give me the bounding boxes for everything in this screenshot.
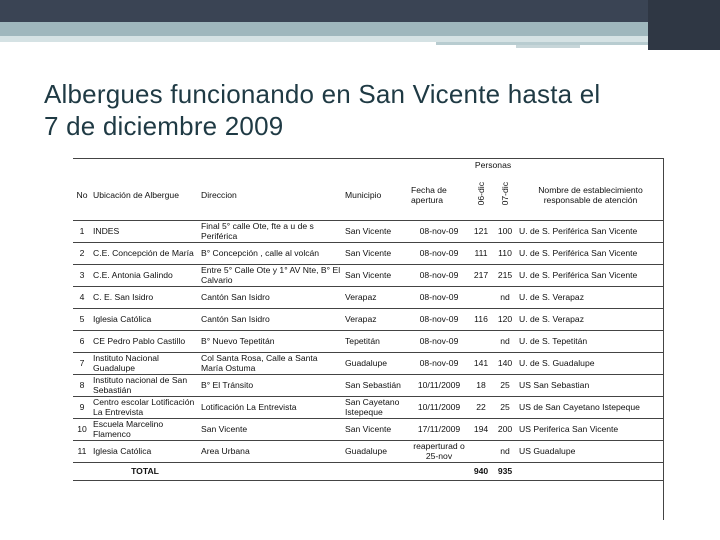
cell-07-dic: 200 bbox=[493, 418, 517, 440]
cell-ubicacion: Iglesia Católica bbox=[91, 440, 199, 462]
cell-06-dic bbox=[469, 440, 493, 462]
cell-fecha: 10/11/2009 bbox=[409, 396, 469, 418]
cell-fecha: 10/11/2009 bbox=[409, 374, 469, 396]
cell-direccion: Entre 5° Calle Ote y 1° AV Nte, B° El Calvario bbox=[199, 264, 343, 286]
cell-ubicacion: C.E. Antonia Galindo bbox=[91, 264, 199, 286]
table-row bbox=[73, 418, 664, 440]
cell-fecha: 08-nov-09 bbox=[409, 286, 469, 308]
cell-direccion: San Vicente bbox=[199, 418, 343, 440]
cell-municipio: Verapaz bbox=[343, 286, 409, 308]
cell-06-dic: 18 bbox=[469, 374, 493, 396]
cell-06-dic: 111 bbox=[469, 242, 493, 264]
cell-municipio: Verapaz bbox=[343, 308, 409, 330]
shelters-table bbox=[73, 160, 664, 481]
cell-ubicacion: Centro escolar Lotificación La Entrevista bbox=[91, 396, 199, 418]
col-ubicacion: Ubicación de Albergue bbox=[91, 170, 199, 220]
cell-direccion: B° El Tránsito bbox=[199, 374, 343, 396]
cell-nombre: U. de S. Verapaz bbox=[517, 308, 664, 330]
cell-nombre: U. de S. Periférica San Vicente bbox=[517, 220, 664, 242]
cell-fecha: 08-nov-09 bbox=[409, 220, 469, 242]
cell-ubicacion: C. E. San Isidro bbox=[91, 286, 199, 308]
cell-07-dic: 25 bbox=[493, 396, 517, 418]
cell-no: 11 bbox=[73, 440, 91, 462]
title-line-2: 7 de diciembre 2009 bbox=[44, 111, 284, 141]
accent-stripe bbox=[0, 22, 648, 36]
cell-07-dic: 110 bbox=[493, 242, 517, 264]
table-row bbox=[73, 264, 664, 286]
table-row bbox=[73, 220, 664, 242]
cell-06-dic bbox=[469, 286, 493, 308]
cell-fecha: 17/11/2009 bbox=[409, 418, 469, 440]
cell-direccion: B° Concepción , calle al volcán bbox=[199, 242, 343, 264]
table-row bbox=[73, 440, 664, 462]
table-top-border bbox=[73, 158, 664, 159]
col-no: No bbox=[73, 170, 91, 220]
cell-06-dic: 121 bbox=[469, 220, 493, 242]
cell-municipio: San Vicente bbox=[343, 418, 409, 440]
cell-07-dic: 140 bbox=[493, 352, 517, 374]
cell-no: 9 bbox=[73, 396, 91, 418]
col-07-dic: 07-dic bbox=[500, 182, 511, 206]
cell-06-dic: 217 bbox=[469, 264, 493, 286]
group-header-row bbox=[73, 160, 664, 170]
cell-07-dic: 215 bbox=[493, 264, 517, 286]
total-07: 935 bbox=[493, 462, 517, 480]
table-row bbox=[73, 242, 664, 264]
cell-06-dic: 116 bbox=[469, 308, 493, 330]
col-06-dic: 06-dic bbox=[476, 182, 487, 206]
cell-no: 8 bbox=[73, 374, 91, 396]
cell-nombre: U. de S. Guadalupe bbox=[517, 352, 664, 374]
personas-header: Personas bbox=[474, 160, 512, 170]
col-nombre: Nombre de establecimiento responsable de atención bbox=[517, 170, 664, 220]
cell-07-dic: 25 bbox=[493, 374, 517, 396]
cell-ubicacion: Instituto nacional de San Sebastián bbox=[91, 374, 199, 396]
cell-ubicacion: C.E. Concepción de María bbox=[91, 242, 199, 264]
cell-nombre: U. de S. Periférica San Vicente bbox=[517, 264, 664, 286]
cell-no: 2 bbox=[73, 242, 91, 264]
cell-06-dic bbox=[469, 330, 493, 352]
cell-fecha: 08-nov-09 bbox=[409, 242, 469, 264]
cell-municipio: Guadalupe bbox=[343, 352, 409, 374]
cell-nombre: U. de S. Periférica San Vicente bbox=[517, 242, 664, 264]
cell-no: 3 bbox=[73, 264, 91, 286]
slide-title bbox=[44, 78, 684, 142]
cell-direccion: B° Nuevo Tepetitán bbox=[199, 330, 343, 352]
cell-ubicacion: Escuela Marcelino Flamenco bbox=[91, 418, 199, 440]
cell-07-dic: nd bbox=[493, 440, 517, 462]
total-label: TOTAL bbox=[91, 462, 199, 480]
cell-no: 6 bbox=[73, 330, 91, 352]
top-band bbox=[0, 0, 720, 22]
table-row bbox=[73, 374, 664, 396]
col-fecha: Fecha de apertura bbox=[409, 170, 469, 220]
cell-municipio: San Vicente bbox=[343, 220, 409, 242]
cell-municipio: San Vicente bbox=[343, 242, 409, 264]
cell-07-dic: nd bbox=[493, 330, 517, 352]
cell-no: 4 bbox=[73, 286, 91, 308]
total-06: 940 bbox=[469, 462, 493, 480]
cell-06-dic: 22 bbox=[469, 396, 493, 418]
accent-line-short bbox=[516, 45, 580, 48]
cell-nombre: US de San Cayetano Istepeque bbox=[517, 396, 664, 418]
cell-municipio: Tepetitán bbox=[343, 330, 409, 352]
cell-direccion: Final 5° calle Ote, fte a u de s Periférica bbox=[199, 220, 343, 242]
cell-07-dic: 120 bbox=[493, 308, 517, 330]
cell-municipio: Guadalupe bbox=[343, 440, 409, 462]
cell-direccion: Area Urbana bbox=[199, 440, 343, 462]
title-line-1: Albergues funcionando en San Vicente hasta el bbox=[44, 79, 601, 109]
table-row bbox=[73, 330, 664, 352]
cell-07-dic: nd bbox=[493, 286, 517, 308]
corner-block bbox=[648, 0, 720, 50]
cell-direccion: Lotificación La Entrevista bbox=[199, 396, 343, 418]
cell-no: 10 bbox=[73, 418, 91, 440]
col-municipio: Municipio bbox=[343, 170, 409, 220]
cell-municipio: San Vicente bbox=[343, 264, 409, 286]
cell-direccion: Cantón San Isidro bbox=[199, 308, 343, 330]
cell-ubicacion: INDES bbox=[91, 220, 199, 242]
total-row bbox=[73, 462, 664, 480]
cell-no: 5 bbox=[73, 308, 91, 330]
cell-fecha: reaperturad o 25-nov bbox=[409, 440, 469, 462]
cell-ubicacion: Instituto Nacional Guadalupe bbox=[91, 352, 199, 374]
cell-06-dic: 194 bbox=[469, 418, 493, 440]
cell-fecha: 08-nov-09 bbox=[409, 264, 469, 286]
cell-fecha: 08-nov-09 bbox=[409, 352, 469, 374]
cell-nombre: U. de S. Tepetitán bbox=[517, 330, 664, 352]
cell-nombre: U. de S. Verapaz bbox=[517, 286, 664, 308]
table-row bbox=[73, 352, 664, 374]
cell-07-dic: 100 bbox=[493, 220, 517, 242]
cell-no: 1 bbox=[73, 220, 91, 242]
cell-ubicacion: CE Pedro Pablo Castillo bbox=[91, 330, 199, 352]
cell-nombre: US Guadalupe bbox=[517, 440, 664, 462]
cell-direccion: Cantón San Isidro bbox=[199, 286, 343, 308]
cell-municipio: San Cayetano Istepeque bbox=[343, 396, 409, 418]
cell-ubicacion: Iglesia Católica bbox=[91, 308, 199, 330]
cell-no: 7 bbox=[73, 352, 91, 374]
table-row bbox=[73, 308, 664, 330]
cell-06-dic: 141 bbox=[469, 352, 493, 374]
cell-fecha: 08-nov-09 bbox=[409, 308, 469, 330]
table-row bbox=[73, 286, 664, 308]
col-direccion: Direccion bbox=[199, 170, 343, 220]
cell-municipio: San Sebastián bbox=[343, 374, 409, 396]
header-row bbox=[73, 170, 664, 220]
table-row bbox=[73, 396, 664, 418]
cell-nombre: US Periferica San Vicente bbox=[517, 418, 664, 440]
cell-direccion: Col Santa Rosa, Calle a Santa María Ostuma bbox=[199, 352, 343, 374]
cell-nombre: US San Sebastian bbox=[517, 374, 664, 396]
cell-fecha: 08-nov-09 bbox=[409, 330, 469, 352]
